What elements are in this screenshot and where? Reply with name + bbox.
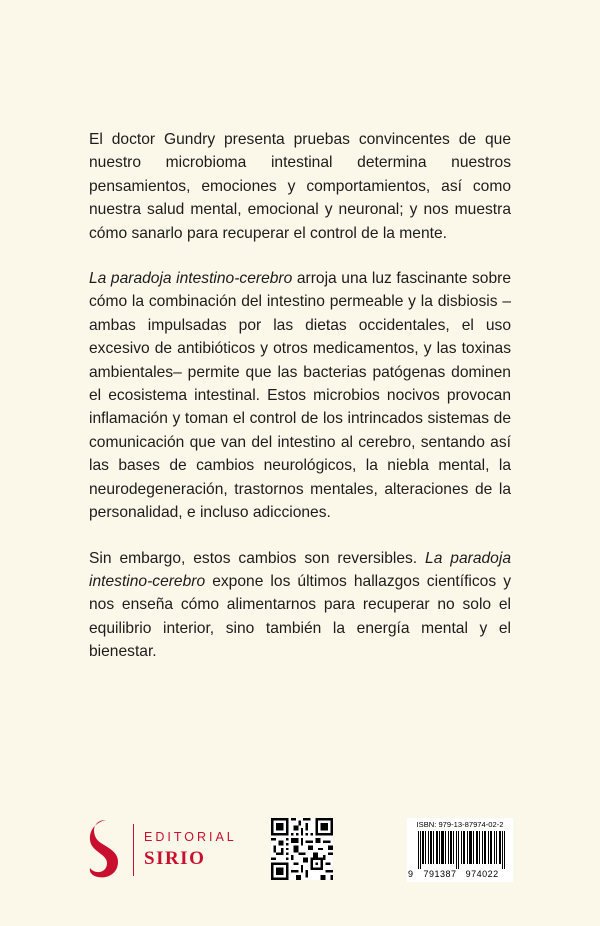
paragraph-3 (89, 547, 511, 664)
isbn-barcode (407, 818, 513, 882)
paragraph-3-text: expone los últimos hallazgos científicos y nos enseña cómo alimentarnos para recuperar no solo el equilibrio interior, sino también la energía mental y el bienestar. (89, 572, 511, 661)
publisher-divider (133, 824, 134, 876)
barcode-digit-group-1: 791387 (423, 869, 457, 879)
paragraph-2-text: arroja una luz fascinante sobre cómo la combinación del intestino permeable y la disbiosis –ambas impulsadas por las dietas occidentales, el uso excesivo de antibióticos y otros medicamentos, y las toxinas ambientales– permite que las bacterias patógenas dominen el ecosistema intestinal. Estos microbios nocivos provocan inflamación y toman el control de los intrincados sistemas de comunicación que van del intestino al cerebro, sentando así las bases de cambios neurológicos, la niebla mental, la neurodegeneración, trastornos mentales, alteraciones de la personalidad, e incluso adicciones. (89, 270, 511, 522)
book-title-italic: La paradoja intestino-cerebro (89, 270, 293, 288)
paragraph-1-text: El doctor Gundry presenta pruebas convincentes de que nuestro microbioma intestinal determina nuestros pensamientos, emociones y comportamientos, así como nuestra salud mental, emocional y neuronal; y nos muestra cómo sanarlo para recuperar el control de la mente. (89, 131, 511, 242)
qr-code (271, 818, 333, 880)
sirio-s-logo-icon (88, 818, 122, 880)
publisher-name: SIRIO (144, 848, 206, 869)
book-title-italic: La paradoja intestino-cerebro (89, 549, 511, 590)
publisher-label: EDITORIAL (144, 830, 237, 844)
barcode-digit-group-2: 974022 (465, 869, 499, 879)
paragraph-1 (89, 128, 511, 245)
barcode-first-digit: 9 (408, 869, 414, 879)
back-cover-text (89, 128, 511, 686)
barcode-bars (411, 831, 511, 869)
publisher-logo (88, 818, 268, 880)
paragraph-3-start: Sin embargo, estos cambios son reversibles. (89, 549, 426, 567)
paragraph-2 (89, 267, 511, 524)
barcode-digits (408, 869, 512, 879)
isbn-label: ISBN: 979-13-87974-02-2 (416, 820, 504, 829)
